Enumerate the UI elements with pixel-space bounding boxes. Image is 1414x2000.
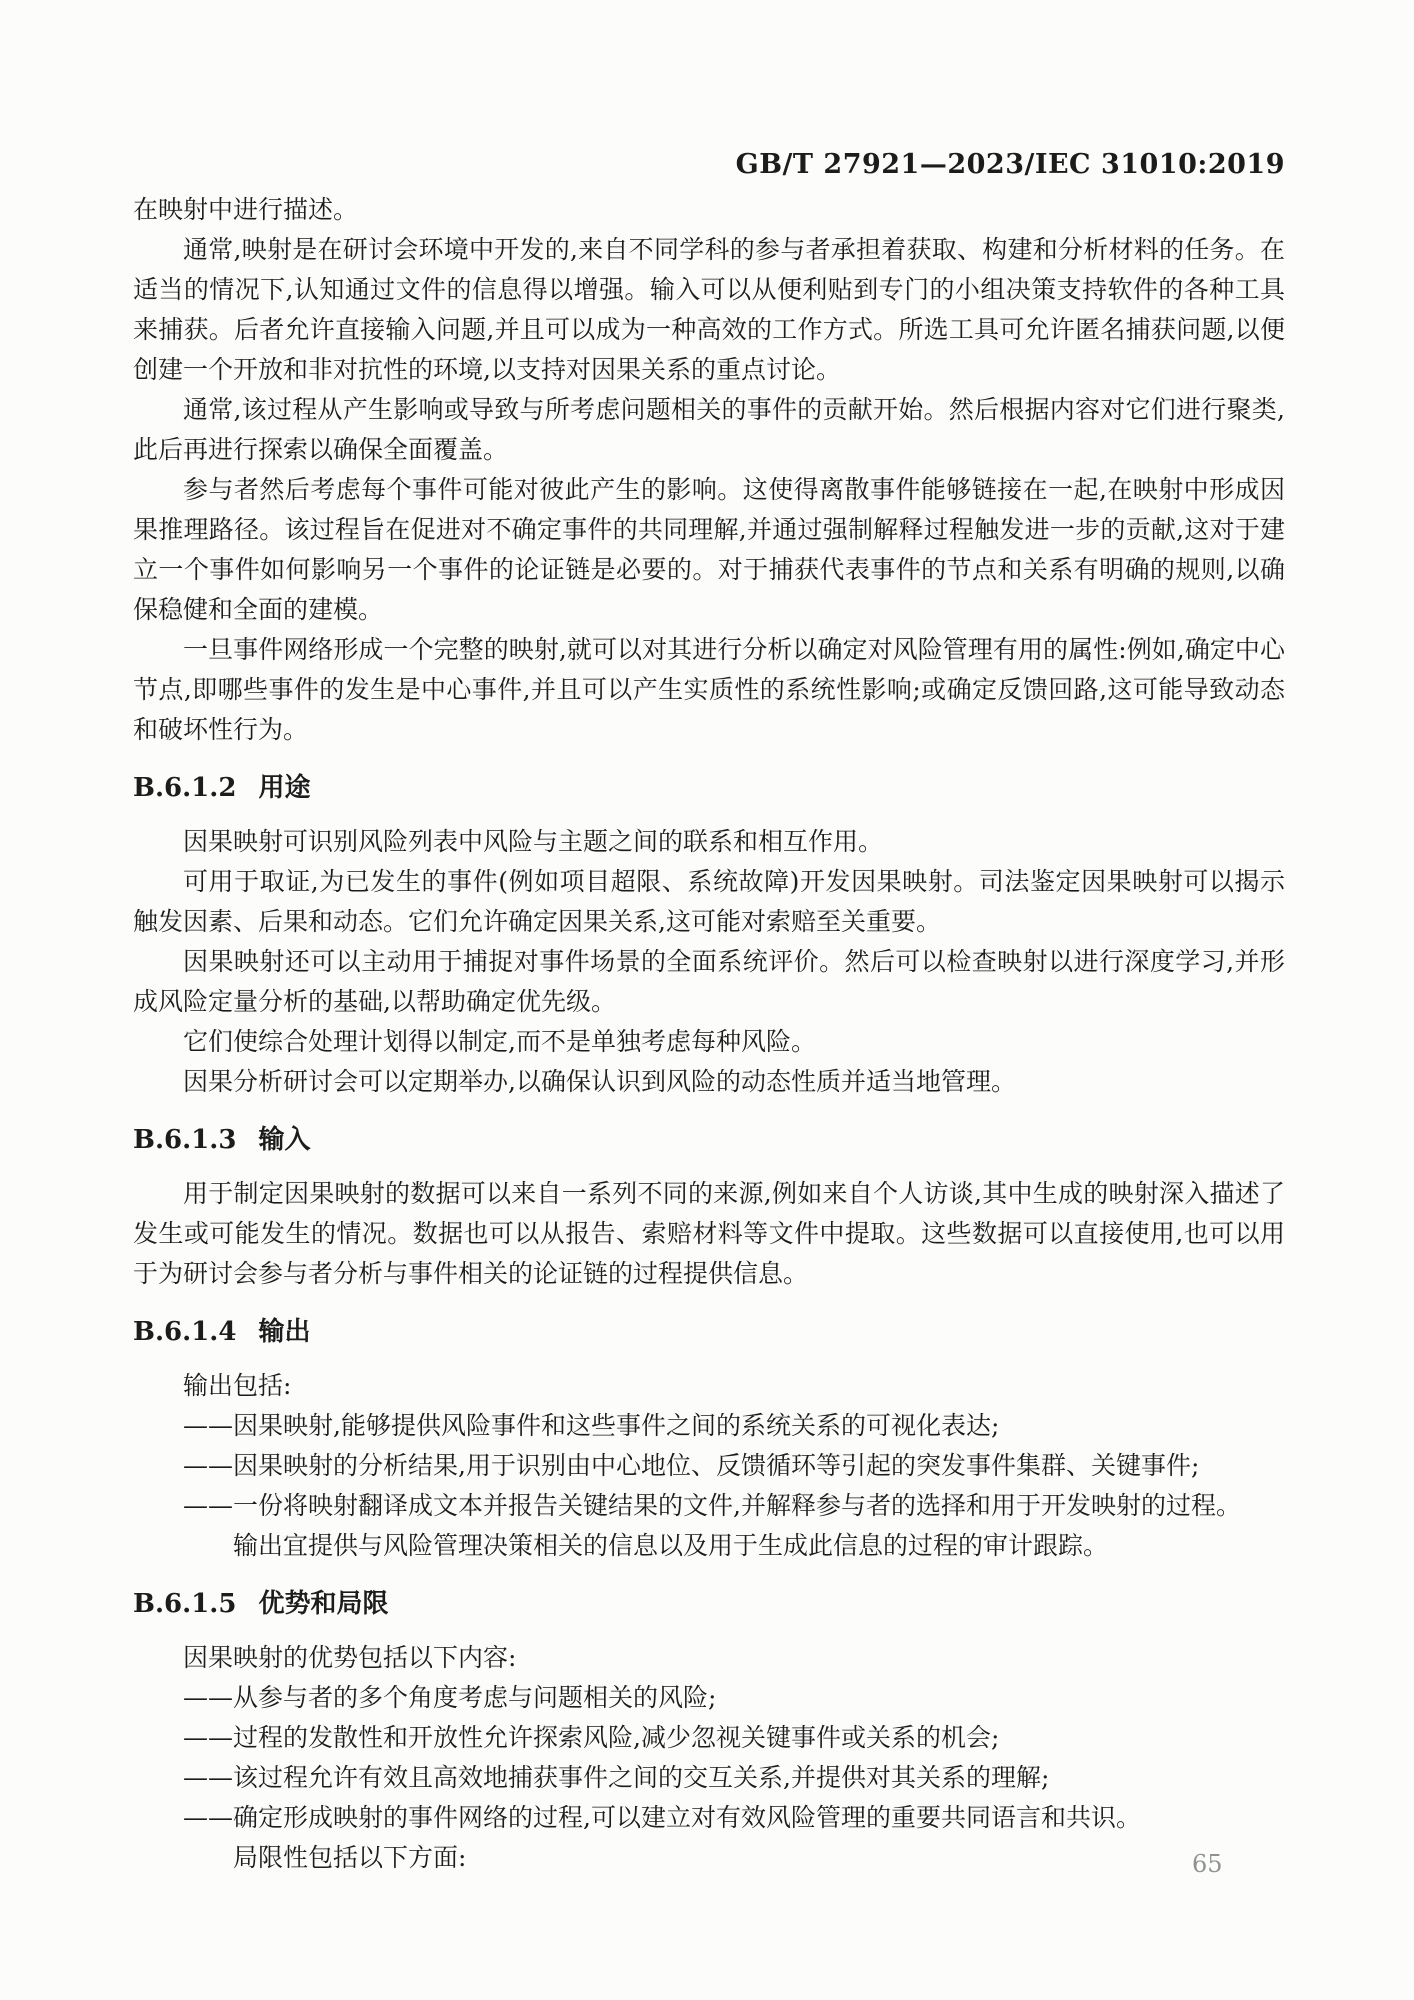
list-item: ——确定形成映射的事件网络的过程,可以建立对有效风险管理的重要共同语言和共识。 (183, 1803, 1141, 1832)
page-number: 65 (1192, 1850, 1223, 1878)
paragraph: 局限性包括以下方面: (233, 1843, 467, 1872)
standard-number-header: GB/T 27921—2023/IEC 31010:2019 (735, 149, 1285, 180)
section-title: 用途 (258, 773, 311, 803)
section-number: B.6.1.4 (133, 1317, 237, 1347)
paragraph: 可用于取证,为已发生的事件(例如项目超限、系统故障)开发因果映射。司法鉴定因果映射可以揭示触发因素、后果和动态。它们允许确定因果关系,这可能对索赔至关重要。 (133, 867, 1285, 936)
paragraph: 输出包括: (183, 1371, 292, 1400)
section-title: 输入 (258, 1125, 311, 1155)
section-heading (133, 1120, 1285, 1160)
paragraph: 因果映射的优势包括以下内容: (183, 1643, 517, 1672)
document-body (133, 190, 1285, 1878)
paragraph: 参与者然后考虑每个事件可能对彼此产生的影响。这使得离散事件能够链接在一起,在映射中形成因果推理路径。该过程旨在促进对不确定事件的共同理解,并通过强制解释过程触发进一步的贡献,这对于建立一个事件如何影响另一个事件的论证链是必要的。对于捕获代表事件的节点和关系有明确的规则,以确保稳健和全面的建模。 (133, 475, 1285, 624)
list-item: ——一份将映射翻译成文本并报告关键结果的文件,并解释参与者的选择和用于开发映射的过程。 (183, 1491, 1241, 1520)
list-item: ——因果映射,能够提供风险事件和这些事件之间的系统关系的可视化表达; (183, 1411, 1000, 1440)
section-title: 优势和局限 (258, 1589, 389, 1619)
paragraph: 因果分析研讨会可以定期举办,以确保认识到风险的动态性质并适当地管理。 (183, 1067, 1016, 1096)
page-content (133, 148, 1285, 1878)
section-heading (133, 768, 1285, 808)
paragraph: 它们使综合处理计划得以制定,而不是单独考虑每种风险。 (183, 1027, 816, 1056)
section-number: B.6.1.2 (133, 773, 237, 803)
paragraph: 输出宜提供与风险管理决策相关的信息以及用于生成此信息的过程的审计跟踪。 (233, 1531, 1109, 1560)
section-number: B.6.1.5 (133, 1589, 237, 1619)
paragraph: 用于制定因果映射的数据可以来自一系列不同的来源,例如来自个人访谈,其中生成的映射深入描述了发生或可能发生的情况。数据也可以从报告、索赔材料等文件中提取。这些数据可以直接使用,也可以用于为研讨会参与者分析与事件相关的论证链的过程提供信息。 (133, 1179, 1285, 1288)
paragraph: 通常,映射是在研讨会环境中开发的,来自不同学科的参与者承担着获取、构建和分析材料的任务。在适当的情况下,认知通过文件的信息得以增强。输入可以从便利贴到专门的小组决策支持软件的各种工具来捕获。后者允许直接输入问题,并且可以成为一种高效的工作方式。所选工具可允许匿名捕获问题,以便创建一个开放和非对抗性的环境,以支持对因果关系的重点讨论。 (133, 235, 1285, 384)
paragraph: 通常,该过程从产生影响或导致与所考虑问题相关的事件的贡献开始。然后根据内容对它们进行聚类,此后再进行探索以确保全面覆盖。 (133, 395, 1285, 464)
paragraph: 在映射中进行描述。 (133, 195, 359, 224)
list-item: ——因果映射的分析结果,用于识别由中心地位、反馈循环等引起的突发事件集群、关键事件; (183, 1451, 1200, 1480)
paragraph: 一旦事件网络形成一个完整的映射,就可以对其进行分析以确定对风险管理有用的属性:例如,确定中心节点,即哪些事件的发生是中心事件,并且可以产生实质性的系统性影响;或确定反馈回路,这可能导致动态和破坏性行为。 (133, 635, 1285, 744)
list-item: ——过程的发散性和开放性允许探索风险,减少忽视关键事件或关系的机会; (183, 1723, 1000, 1752)
section-title: 输出 (258, 1317, 311, 1347)
section-heading (133, 1584, 1285, 1624)
list-item: ——从参与者的多个角度考虑与问题相关的风险; (183, 1683, 717, 1712)
section-number: B.6.1.3 (133, 1125, 237, 1155)
list-item: ——该过程允许有效且高效地捕获事件之间的交互关系,并提供对其关系的理解; (183, 1763, 1050, 1792)
paragraph: 因果映射还可以主动用于捕捉对事件场景的全面系统评价。然后可以检查映射以进行深度学习,并形成风险定量分析的基础,以帮助确定优先级。 (133, 947, 1285, 1016)
paragraph: 因果映射可识别风险列表中风险与主题之间的联系和相互作用。 (183, 827, 884, 856)
section-heading (133, 1312, 1285, 1352)
